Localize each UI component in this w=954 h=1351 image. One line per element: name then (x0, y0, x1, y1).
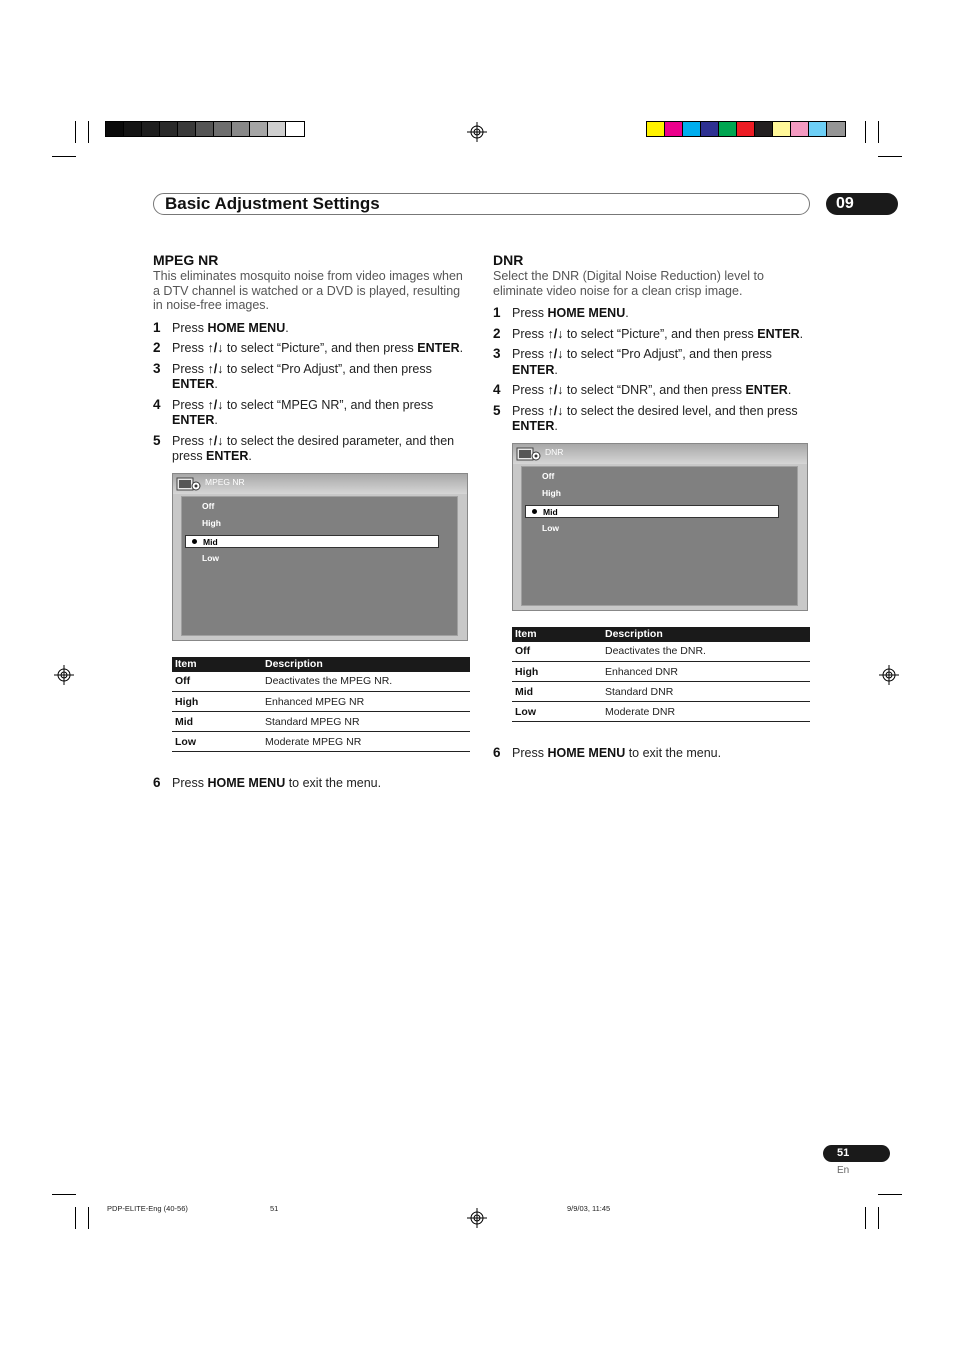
mpeg-nr-section (153, 252, 473, 797)
step-1 (153, 321, 473, 337)
step-number: 3 (493, 346, 501, 361)
key-label: ENTER (512, 362, 555, 377)
color-swatch (719, 122, 737, 136)
step-text: . (214, 413, 218, 427)
key-label: ENTER (417, 341, 460, 355)
menu-item-selected (185, 535, 439, 548)
table-row (512, 702, 810, 722)
step-text: to exit the menu. (625, 746, 722, 760)
color-swatch (268, 122, 286, 136)
footer-page: 51 (270, 1204, 279, 1213)
page-title: Basic Adjustment Settings (165, 194, 380, 213)
step-text: . (787, 383, 792, 397)
selected-bullet-icon (192, 539, 197, 544)
color-swatch (773, 122, 791, 136)
crop-mark (865, 1207, 866, 1229)
step-text: to select “MPEG NR”, and then press (223, 397, 434, 412)
color-swatch (196, 122, 214, 136)
menu-item-off: Off (202, 500, 215, 511)
crop-mark (878, 1194, 902, 1195)
color-swatch (250, 122, 268, 136)
dnr-section (493, 252, 813, 767)
step-5 (153, 434, 473, 465)
table-cell-description: Standard MPEG NR (262, 712, 470, 732)
key-label: ENTER (757, 326, 800, 341)
step-text: Press (172, 320, 208, 335)
step-text: . (799, 326, 804, 341)
crop-mark (52, 1194, 76, 1195)
menu-panel (521, 466, 798, 606)
menu-item-high: High (542, 488, 561, 498)
table-cell-item: High (172, 692, 262, 712)
table-row (512, 642, 810, 662)
color-swatch (701, 122, 719, 136)
key-label: ENTER (206, 449, 249, 463)
menu-item-high: High (202, 518, 221, 528)
table-cell-item: Low (172, 732, 262, 752)
crop-mark (52, 156, 76, 157)
crop-mark (88, 121, 89, 143)
up-down-arrow-icon: ↑/↓ (207, 361, 224, 376)
key-label: ENTER (745, 383, 788, 397)
crop-mark (865, 121, 866, 143)
step-2 (493, 327, 813, 343)
step-text: Press (172, 397, 208, 412)
menu-item-label: Mid (203, 536, 218, 547)
color-swatch (647, 122, 665, 136)
up-down-arrow-icon: ↑/↓ (547, 347, 564, 361)
table-cell-description: Moderate DNR (602, 702, 810, 722)
up-down-arrow-icon: ↑/↓ (547, 383, 564, 397)
key-label: ENTER (172, 377, 215, 391)
table-header-item: Item (512, 627, 602, 642)
color-swatch (124, 122, 142, 136)
color-calibration-bar (646, 121, 846, 137)
step-1 (493, 306, 813, 322)
step-text: . (214, 377, 218, 391)
step-text: to select “Picture”, and then press (563, 326, 758, 341)
color-swatch (286, 122, 304, 136)
color-swatch (106, 122, 124, 136)
color-swatch (232, 122, 250, 136)
step-4 (493, 383, 813, 399)
step-list (153, 321, 473, 465)
step-text: to select the desired level, and then press (563, 403, 798, 418)
grayscale-color-bar (105, 121, 305, 137)
color-swatch (791, 122, 809, 136)
step-number: 1 (493, 305, 501, 320)
step-6 (153, 776, 473, 792)
table-cell-description: Standard DNR (602, 682, 810, 702)
table-row (512, 662, 810, 682)
step-number: 3 (153, 360, 161, 376)
table-header-description: Description (602, 627, 810, 642)
crop-mark (88, 1207, 89, 1229)
step-number: 2 (493, 325, 501, 341)
step-4 (153, 398, 473, 429)
step-3 (153, 362, 473, 393)
table-cell-item: High (512, 662, 602, 682)
menu-settings-icon (516, 446, 542, 462)
table-row (172, 732, 470, 752)
step-number: 4 (153, 396, 161, 412)
menu-settings-icon (176, 476, 202, 492)
step-3 (493, 347, 813, 378)
registration-mark-icon (54, 665, 74, 685)
step-text: Press (512, 403, 548, 418)
crop-mark (878, 1207, 879, 1229)
crop-mark (878, 121, 879, 143)
up-down-arrow-icon: ↑/↓ (207, 341, 224, 355)
table-row (172, 712, 470, 732)
step-number: 6 (493, 745, 501, 760)
step-text: . (248, 449, 252, 463)
section-intro: Select the DNR (Digital Noise Reduction) level to eliminate video noise for a clean crisp image. (493, 269, 764, 298)
registration-mark-icon (467, 1208, 487, 1228)
color-swatch (809, 122, 827, 136)
step-text: . (554, 419, 558, 433)
crop-mark (75, 1207, 76, 1229)
step-text: Press (512, 306, 548, 320)
up-down-arrow-icon: ↑/↓ (207, 397, 224, 412)
up-down-arrow-icon: ↑/↓ (547, 326, 564, 341)
table-header-item: Item (172, 657, 262, 672)
step-text: . (554, 362, 558, 377)
table-cell-description: Deactivates the MPEG NR. (262, 672, 470, 692)
registration-mark-icon (879, 665, 899, 685)
step-number: 6 (153, 775, 161, 790)
selected-bullet-icon (532, 509, 537, 514)
menu-item-low: Low (542, 523, 559, 533)
dnr-menu-screenshot (512, 443, 808, 611)
table-cell-item: Low (512, 702, 602, 722)
section-title: DNR (493, 252, 524, 268)
step-list (493, 306, 813, 435)
table-row (512, 682, 810, 702)
menu-item-label: Mid (543, 506, 558, 517)
footer-date: 9/9/03, 11:45 (567, 1204, 611, 1213)
key-label: ENTER (512, 419, 555, 433)
key-label: ENTER (172, 413, 215, 427)
step-text: Press (512, 746, 548, 760)
up-down-arrow-icon: ↑/↓ (547, 403, 564, 418)
color-swatch (160, 122, 178, 136)
step-text: Press (172, 341, 208, 355)
table-cell-item: Mid (172, 712, 262, 732)
step-text: Press (172, 433, 208, 448)
table-header-description: Description (262, 657, 470, 672)
step-text: . (625, 306, 629, 320)
color-swatch (142, 122, 160, 136)
menu-item-selected (525, 505, 779, 518)
table-cell-description: Enhanced DNR (602, 662, 810, 682)
step-text: to exit the menu. (285, 776, 382, 790)
step-text: Press (512, 383, 548, 397)
footer-filename: PDP-ELITE-Eng (40-56) (107, 1204, 188, 1213)
crop-mark (75, 121, 76, 143)
chapter-badge: 09 (826, 193, 898, 215)
table-cell-description: Deactivates the DNR. (602, 642, 810, 662)
step-text: Press (172, 776, 208, 790)
table-cell-item: Mid (512, 682, 602, 702)
key-label: HOME MENU (207, 320, 286, 335)
step-text: to select the desired parameter, and then press (172, 433, 455, 463)
table-row (172, 692, 470, 712)
color-swatch (683, 122, 701, 136)
key-label: HOME MENU (547, 746, 626, 760)
step-text: to select “Picture”, and then press (223, 341, 418, 355)
table-row (172, 672, 470, 692)
section-title: MPEG NR (153, 252, 219, 268)
color-swatch (178, 122, 196, 136)
step-number: 4 (493, 382, 501, 397)
section-intro: This eliminates mosquito noise from video images when a DTV channel is watched or a DVD is played, resulting in noise-free images. (153, 269, 463, 312)
step-number: 2 (153, 340, 161, 355)
up-down-arrow-icon: ↑/↓ (207, 433, 224, 448)
step-6 (493, 746, 813, 762)
step-2 (153, 341, 473, 357)
step-text: . (459, 341, 464, 355)
mpeg-nr-menu-screenshot (172, 473, 468, 641)
page-number: 51 (823, 1145, 890, 1162)
step-text: Press (172, 361, 208, 376)
menu-panel (181, 496, 458, 636)
table-cell-item: Off (172, 672, 262, 692)
step-number: 5 (153, 432, 161, 448)
dnr-table (512, 627, 810, 723)
page-language: En (837, 1165, 850, 1176)
step-number: 1 (153, 319, 161, 335)
step-text: to select “Pro Adjust”, and then press (223, 361, 432, 376)
registration-mark-icon (467, 122, 487, 142)
table-cell-description: Moderate MPEG NR (262, 732, 470, 752)
crop-mark (878, 156, 902, 157)
table-cell-item: Off (512, 642, 602, 662)
color-swatch (755, 122, 773, 136)
color-swatch (827, 122, 845, 136)
key-label: HOME MENU (207, 776, 286, 790)
step-text: to select “Pro Adjust”, and then press (563, 347, 772, 361)
color-swatch (737, 122, 755, 136)
table-cell-description: Enhanced MPEG NR (262, 692, 470, 712)
step-text: to select “DNR”, and then press (563, 383, 746, 397)
step-number: 5 (493, 402, 501, 418)
step-5 (493, 404, 813, 435)
step-text: Press (512, 326, 548, 341)
key-label: HOME MENU (547, 306, 626, 320)
color-swatch (665, 122, 683, 136)
color-swatch (214, 122, 232, 136)
menu-title: DNR (545, 446, 564, 457)
step-text: . (285, 320, 289, 335)
menu-item-low: Low (202, 553, 219, 563)
menu-item-off: Off (542, 470, 555, 481)
mpeg-nr-table (172, 657, 470, 753)
step-text: Press (512, 347, 548, 361)
menu-title: MPEG NR (205, 476, 245, 487)
